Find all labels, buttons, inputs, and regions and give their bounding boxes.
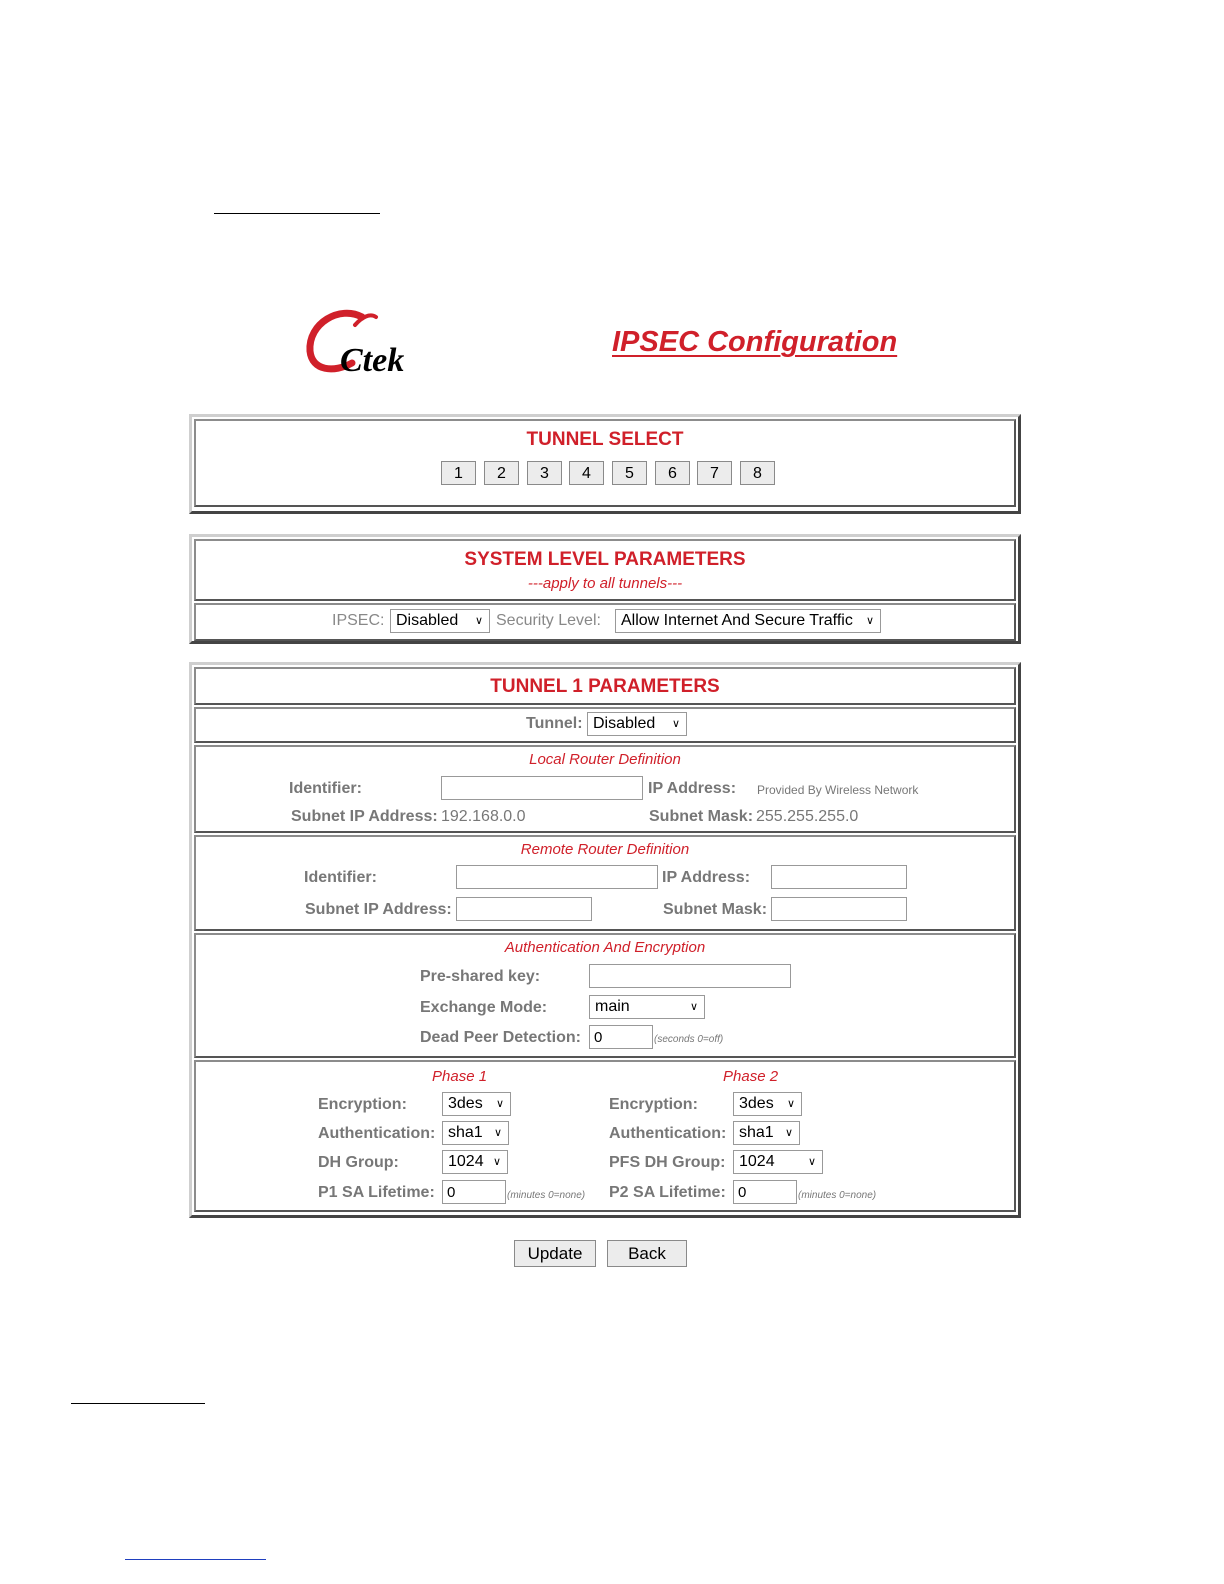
phase2-lifetime-note: (minutes 0=none) [798, 1190, 877, 1201]
ipsec-select[interactable]: Disabled ∨ [390, 609, 490, 633]
phase2-auth-label: Authentication: [609, 1125, 727, 1142]
remote-subnet-mask-label: Subnet Mask: [663, 901, 768, 918]
remote-identifier-label: Identifier: [304, 869, 377, 886]
dpd-input[interactable] [589, 1025, 653, 1049]
chevron-down-icon: ∨ [474, 615, 483, 627]
tunnel-button-1[interactable]: 1 [441, 461, 476, 485]
phase2-title: Phase 2 [723, 1068, 779, 1085]
tunnel-enable-section [194, 707, 1016, 743]
phase1-lifetime-label: P1 SA Lifetime: [318, 1184, 435, 1201]
phase2-lifetime-label: P2 SA Lifetime: [609, 1184, 726, 1201]
tunnel-panel [189, 662, 1021, 1218]
back-button[interactable]: Back [607, 1240, 687, 1267]
local-ip-label: IP Address: [648, 780, 737, 797]
phase1-encryption-label: Encryption: [318, 1096, 407, 1113]
tunnel-button-8[interactable]: 8 [740, 461, 775, 485]
local-subnet-mask-label: Subnet Mask: [649, 808, 754, 825]
ipsec-label: IPSEC: [332, 612, 385, 629]
exchange-mode-select[interactable]: main ∨ [589, 995, 705, 1019]
phase1-title: Phase 1 [432, 1068, 488, 1085]
tunnel-button-2[interactable]: 2 [484, 461, 519, 485]
tunnel-button-7[interactable]: 7 [697, 461, 732, 485]
tunnel-enable-select[interactable]: Disabled ∨ [587, 712, 687, 736]
local-ip-value: Provided By Wireless Network [757, 783, 919, 797]
remote-subnet-ip-label: Subnet IP Address: [305, 901, 452, 918]
chevron-down-icon: ∨ [689, 1001, 698, 1013]
auth-title: Authentication And Encryption [504, 939, 706, 956]
phase1-lifetime-input[interactable] [442, 1180, 506, 1204]
remote-router-title: Remote Router Definition [520, 841, 690, 858]
tunnel-button-5[interactable]: 5 [612, 461, 647, 485]
phase2-encryption-label: Encryption: [609, 1096, 698, 1113]
system-subtitle: ---apply to all tunnels--- [527, 575, 683, 592]
tunnel-button-3[interactable]: 3 [527, 461, 562, 485]
phase2-lifetime-input[interactable] [733, 1180, 797, 1204]
underline-rule-top [214, 213, 380, 214]
phase1-lifetime-note: (minutes 0=none) [507, 1190, 586, 1201]
phase2-dh-select[interactable]: 1024 ∨ [733, 1150, 823, 1174]
psk-input[interactable] [589, 964, 791, 988]
local-identifier-input[interactable] [441, 776, 643, 800]
chevron-down-icon: ∨ [784, 1127, 793, 1139]
chevron-down-icon: ∨ [807, 1156, 816, 1168]
security-level-select[interactable]: Allow Internet And Secure Traffic ∨ [615, 609, 881, 633]
local-subnet-mask-value: 255.255.255.0 [756, 808, 859, 825]
dpd-note: (seconds 0=off) [654, 1034, 724, 1045]
local-router-title: Local Router Definition [529, 751, 681, 768]
underline-rule-bottom [125, 1559, 266, 1560]
tunnel-select-section [194, 419, 1016, 507]
system-fields [194, 603, 1016, 641]
phase1-auth-label: Authentication: [318, 1125, 436, 1142]
underline-rule-middle [71, 1403, 205, 1404]
tunnel-header [194, 667, 1016, 705]
chevron-down-icon: ∨ [493, 1127, 502, 1139]
remote-router-section [194, 835, 1016, 931]
phase2-encryption-select[interactable]: 3des ∨ [733, 1092, 802, 1116]
phase1-auth-select[interactable]: sha1 ∨ [442, 1121, 509, 1145]
remote-subnet-ip-input[interactable] [456, 897, 592, 921]
system-header [194, 539, 1016, 601]
chevron-down-icon: ∨ [492, 1156, 501, 1168]
logo-text: Ctek [340, 342, 405, 379]
phase2-auth-select[interactable]: sha1 ∨ [733, 1121, 800, 1145]
local-identifier-label: Identifier: [289, 780, 362, 797]
security-level-label: Security Level: [496, 612, 601, 629]
dpd-label: Dead Peer Detection: [420, 1029, 581, 1046]
tunnel-button-6[interactable]: 6 [655, 461, 690, 485]
tunnel-title: TUNNEL 1 PARAMETERS [490, 676, 720, 697]
system-title: SYSTEM LEVEL PARAMETERS [464, 549, 746, 570]
chevron-down-icon: ∨ [671, 718, 680, 730]
psk-label: Pre-shared key: [420, 968, 541, 985]
phase1-encryption-select[interactable]: 3des ∨ [442, 1092, 511, 1116]
remote-identifier-input[interactable] [456, 865, 658, 889]
chevron-down-icon: ∨ [786, 1098, 795, 1110]
tunnel-button-4[interactable]: 4 [569, 461, 604, 485]
remote-ip-input[interactable] [771, 865, 907, 889]
local-router-section [194, 745, 1016, 833]
chevron-down-icon: ∨ [495, 1098, 504, 1110]
phase-section [194, 1060, 1016, 1212]
update-button[interactable]: Update [514, 1240, 596, 1267]
ctek-logo [300, 305, 420, 385]
phase1-dh-label: DH Group: [318, 1154, 399, 1171]
system-panel [189, 534, 1021, 644]
phase1-dh-select[interactable]: 1024 ∨ [442, 1150, 508, 1174]
tunnel-select-title: TUNNEL SELECT [526, 429, 684, 450]
local-subnet-ip-value: 192.168.0.0 [441, 808, 526, 825]
remote-ip-label: IP Address: [662, 869, 751, 886]
remote-subnet-mask-input[interactable] [771, 897, 907, 921]
local-subnet-ip-label: Subnet IP Address: [291, 808, 438, 825]
chevron-down-icon: ∨ [865, 615, 874, 627]
phase2-dh-label: PFS DH Group: [609, 1154, 726, 1171]
exchange-mode-label: Exchange Mode: [420, 999, 548, 1016]
tunnel-label: Tunnel: [526, 715, 583, 732]
page-title: IPSEC Configuration [612, 326, 898, 358]
auth-section [194, 933, 1016, 1058]
tunnel-select-panel [189, 414, 1021, 514]
